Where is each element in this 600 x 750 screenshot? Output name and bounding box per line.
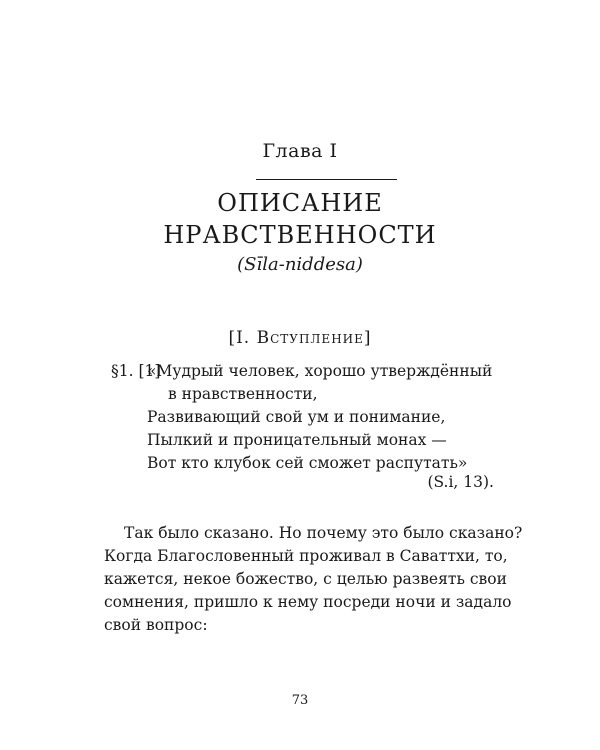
paragraph-ref: §1. [1] [111, 362, 161, 380]
verse-block [111, 360, 511, 475]
verse-line: в нравственности, [168, 385, 318, 403]
verse-line [111, 360, 511, 383]
chapter-label: Глава I [262, 140, 338, 162]
verse-line: Развивающий свой ум и понимание, [147, 408, 446, 426]
chapter-title-line-1: ОПИСАНИЕ [217, 189, 383, 217]
chapter-subtitle: (Sīla-niddesa) [237, 254, 363, 275]
prose-line: кажется, некое божество, с целью развеять свои [104, 570, 507, 588]
verse-line-text: «Мудрый человек, хорошо утверждённый [147, 362, 493, 380]
prose-line: Так было сказано. Но почему это было сказано? [124, 524, 523, 542]
prose-paragraph [104, 522, 523, 637]
chapter-divider [256, 179, 397, 180]
prose-line: свой вопрос: [104, 616, 208, 634]
verse-line: Вот кто клубок сей сможет распутать» [147, 454, 468, 472]
prose-line: Когда Благословенный проживал в Саваттхи, то, [104, 547, 508, 565]
prose-line: сомнения, пришло к нему посреди ночи и задало [104, 593, 512, 611]
section-heading: [I. Вступление] [228, 328, 372, 348]
chapter-title-line-2: НРАВСТВЕННОСТИ [163, 221, 437, 249]
verse-line: Пылкий и проницательный монах — [147, 431, 447, 449]
verse-citation: (S.i, 13). [427, 473, 494, 491]
page-number: 73 [291, 693, 309, 708]
chapter-title [0, 187, 600, 251]
